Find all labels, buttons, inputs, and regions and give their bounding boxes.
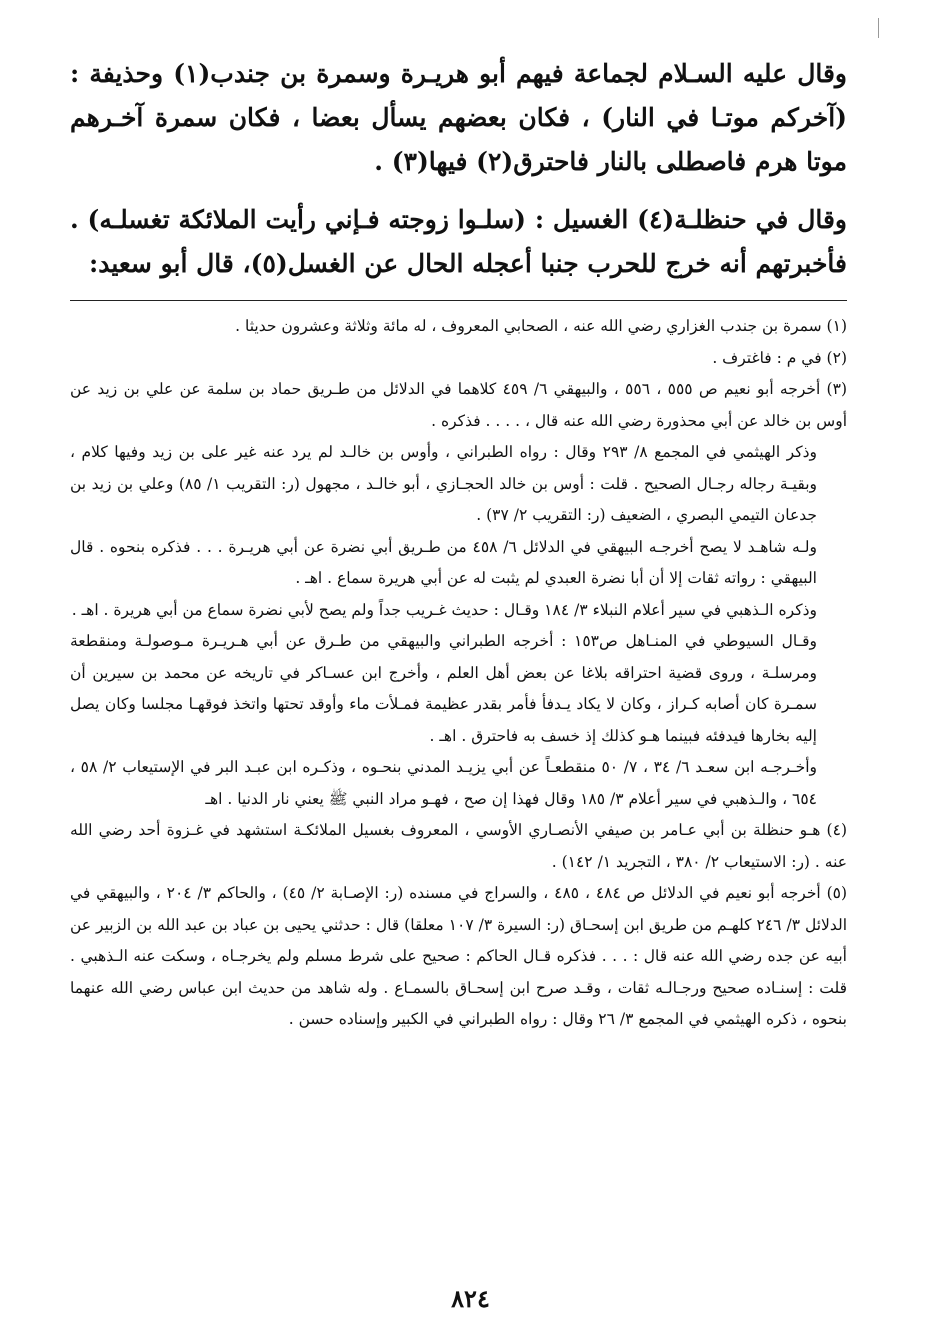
footnote-4: (٤) هـو حنظلة بن أبي عـامر بن صيفي الأنصـاري الأوسي ، المعروف بغسيل الملائكـة استشهد في غـزوة أحد رضي الله عنه . (ر: الاستيعاب ٢/ ٣٨٠ ، التجريد ١/ ١٤٢) .	[70, 821, 847, 871]
footnote-divider	[70, 300, 847, 301]
footnote-3: (٣) أخرجه أبو نعيم ص ٥٥٥ ، ٥٥٦ ، والبيهقي ٦/ ٤٥٩ كلاهما في الدلائل من طـريق حماد بن سلمة عن علي بن زيد عن أوس بن خالد عن أبي محذورة رضي الله عنه قال ، . . . . فذكره .	[70, 380, 847, 430]
footnote-3-cont-1: وذكر الهيثمي في المجمع ٨/ ٢٩٣ وقال : رواه الطبراني ، وأوس بن خالـد لم يرد عنه غير على بن زيد وفيها كلام ، وبقيـة رجاله رجـال الصحيح . قلت : أوس بن خالد الحجـازي ، أبو خالـد ، مجهول (ر: التقريب ١/ ٨٥) وعلي بن زيد بن جدعان التيمي البصري ، الضعيف (ر: التقريب ٢/ ٣٧) .	[70, 443, 817, 524]
footnote-3-cont-5: وأخـرجـه ابن سعـد ٦/ ٣٤ ، ٧/ ٥٠ منقطعـاً عن أبي يزيـد المدني بنحـوه ، وذكـره ابن عبـد البر في الإستيعاب ٢/ ٥٨ ، ٦٥٤ ، والـذهبي في سير أعلام ٣/ ١٨٥ وقال فهذا إن صح ، فهـو مراد النبي ﷺ يعني نار الدنيا . اهـ	[70, 758, 817, 808]
footnotes	[70, 311, 847, 1036]
footnote-2: (٢) في م : فاغترف .	[712, 348, 847, 367]
page-body	[70, 52, 847, 1303]
footnote-3-cont-4: وقـال السيوطي في المنـاهل ص١٥٣ : أخرجه الطبراني والبيهقي من طـرق عن أبي هـريـرة مـوصولـة ومنقطعة ومرسلـة ، وروى قضية احتراقه بلاغا عن بعض أهل العلم ، وأخرج ابن عسـاكر في تاريخه عن محمد بن سيرين أن سمـرة كان أصابه كـراز ، وكان لا يكاد يـدفأ فأمر بقدر عظيمة فمـلأت ماء وأوقد تحتها واتخذ فوقهـا مجلسا وكان يصل إليه بخارها فيدفئه فبينما هـو كذلك إذ خسف به فاحترق . اهـ .	[70, 632, 817, 745]
footnote-5: (٥) أخرجه أبو نعيم في الدلائل ص ٤٨٤ ، ٤٨٥ ، والسراج في مسنده (ر: الإصـابة ٢/ ٤٥) ، والحاكم ٣/ ٢٠٤ ، والبيهقي في الدلائل ٣/ ٢٤٦ كلهـم من طريق ابن إسحـاق (ر: السيرة ٣/ ١٠٧ معلقا) قال : حدثني يحيى بن عباد بن عبد الله بن الزبير عن أبيه عن جده رضي الله عنه قال : . . . فذكره قـال الحاكم : صحيح على شرط مسلم ولم يخرجـاه ، وسكت عنه الـذهبي . قلت : إسنـاده صحيح ورجـالـه ثقات ، وقـد صرح ابن إسحـاق بالسمـاع . وله شاهد من حديث ابن عباس رضي الله عنهما بنحوه ، ذكره الهيثمي في المجمع ٣/ ٢٦ وقال : رواه الطبراني في الكبير وإسناده حسن .	[70, 884, 848, 1028]
footnote-1: (١) سمرة بن جندب الغزاري رضي الله عنه ، الصحابي المعروف ، له مائة وثلاثة وعشرون حديثا .	[235, 317, 847, 335]
footnote-3-cont-3: وذكره الـذهبي في سير أعلام النبلاء ٣/ ١٨٤ وقـال : حديث غـريب جداً ولم يصح لأبي نضرة سماع من أبي هريرة . اهـ .	[71, 600, 817, 619]
main-paragraph-2: وقال في حنظلـة(٤) الغسيل : (سلـوا زوجته فـإني رأيت الملائكة تغسلـه) . فأخبرتهم أنه خرج للحرب جنبا أعجله الحال عن الغسل(٥)، قال أبو سعيد:	[70, 205, 847, 278]
page-number: ٨٢٤	[451, 1284, 490, 1313]
footnote-3-cont-2: ولـه شاهـد لا يصح أخرجـه البيهقي في الدلائل ٦/ ٤٥٨ من طـريق أبي نضرة عن أبي هريـرة . . . فذكره بنحوه . قال البيهقي : رواته ثقات إلا أن أبا نضرة العبدي لم يثبت له عن أبي هريرة سماع . اهـ .	[70, 537, 817, 587]
main-paragraph-1: وقال عليه السـلام لجماعة فيهم أبو هريـرة وسمرة بن جندب(١) وحذيفة : (آخركم موتـا في النار) ، فكان بعضهم يسأل بعضا ، فكان سمرة آخـرهم موتا هرم فاصطلى بالنار فاحترق(٢) فيها(٣) .	[70, 59, 847, 176]
main-text	[70, 52, 847, 286]
edge-mark	[878, 18, 879, 38]
